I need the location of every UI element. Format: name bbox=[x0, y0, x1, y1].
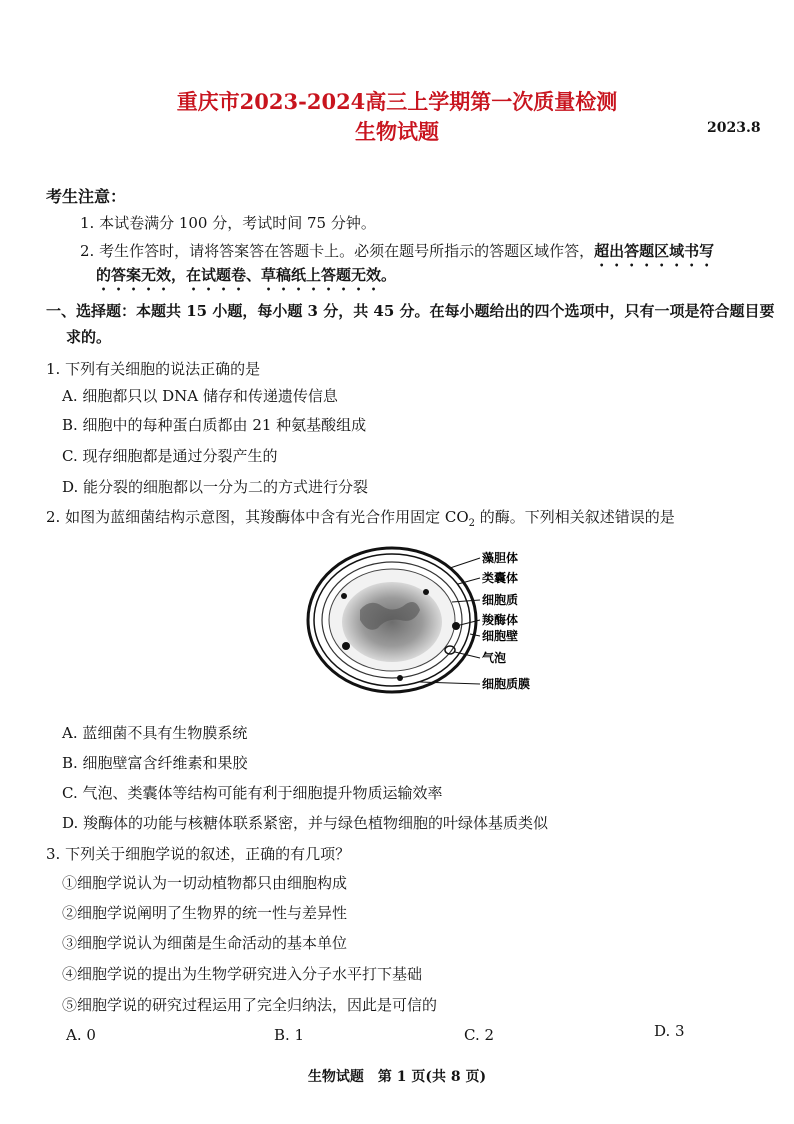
label-thylakoid: 类囊体 bbox=[482, 571, 519, 585]
exam-subject: 生物试题 bbox=[355, 119, 439, 144]
q1-option-b: B. 细胞中的每种蛋白质都由 21 种氨基酸组成 bbox=[62, 416, 367, 434]
q1-option-d: D. 能分裂的细胞都以一分为二的方式进行分裂 bbox=[62, 478, 369, 496]
notice-item-2-cont: 的答案无效，在试题卷、草稿纸上答题无效。 bbox=[96, 266, 397, 284]
q3-statement-3: ③细胞学说认为细菌是生命活动的基本单位 bbox=[62, 934, 348, 952]
q2-stem-text: 2. 如图为蓝细菌结构示意图，其羧酶体中含有光合作用固定 CO bbox=[46, 508, 469, 526]
q3-stem: 3. 下列关于细胞学说的叙述，正确的有几项？ bbox=[46, 845, 351, 863]
section-heading-cont: 求的。 bbox=[66, 328, 112, 346]
label-plasma-membrane: 细胞质膜 bbox=[482, 677, 531, 691]
q2-stem bbox=[46, 506, 675, 529]
q1-option-c: C. 现存细胞都是通过分裂产生的 bbox=[62, 447, 278, 465]
label-carboxysome: 羧酶体 bbox=[482, 613, 519, 627]
q3-option-b: B. 1 bbox=[274, 1026, 305, 1044]
q2-option-c: C. 气泡、类囊体等结构可能有利于细胞提升物质运输效率 bbox=[62, 784, 443, 802]
label-cytoplasm: 细胞质 bbox=[482, 593, 519, 607]
exam-title: 重庆市2023-2024高三上学期第一次质量检测 bbox=[176, 89, 618, 114]
q3-statement-5: ⑤细胞学说的研究过程运用了完全归纳法，因此是可信的 bbox=[62, 996, 438, 1014]
label-gas-vesicle: 气泡 bbox=[482, 651, 507, 665]
page-footer: 生物试题 第 1 页(共 8 页) bbox=[307, 1069, 487, 1085]
q1-stem: 1. 下列有关细胞的说法正确的是 bbox=[46, 360, 261, 378]
notice-item-1: 1. 本试卷满分 100 分，考试时间 75 分钟。 bbox=[80, 214, 376, 232]
q2-stem-subscript: 2 bbox=[468, 518, 475, 529]
q2-stem-text-end: 的酶。下列相关叙述错误的是 bbox=[475, 508, 675, 526]
section-heading: 一、选择题：本题共 15 小题，每小题 3 分，共 45 分。在每小题给出的四个选项中，只有一项是符合题目要 bbox=[46, 302, 775, 320]
label-cell-wall: 细胞壁 bbox=[482, 629, 519, 643]
q1-option-a: A. 细胞都只以 DNA 储存和传递遗传信息 bbox=[62, 387, 338, 405]
q3-statement-4: ④细胞学说的提出为生物学研究进入分子水平打下基础 bbox=[62, 965, 423, 983]
cell-body bbox=[308, 548, 476, 692]
q3-option-a: A. 0 bbox=[66, 1026, 96, 1044]
notice-item-2-text: 2. 考生作答时，请将答案答在答题卡上。必须在题号所指示的答题区域作答， bbox=[80, 242, 595, 260]
q3-statement-2: ②细胞学说阐明了生物界的统一性与差异性 bbox=[62, 904, 348, 922]
q2-option-a: A. 蓝细菌不具有生物膜系统 bbox=[62, 724, 248, 742]
notice-heading: 考生注意： bbox=[46, 187, 127, 206]
cyanobacteria-diagram bbox=[300, 540, 560, 710]
q3-option-c: C. 2 bbox=[464, 1026, 495, 1044]
notice-item-2-emphasis: 超出答题区域书写 bbox=[594, 242, 715, 260]
q2-option-b: B. 细胞壁富含纤维素和果胶 bbox=[62, 754, 248, 772]
exam-date: 2023.8 bbox=[707, 120, 761, 136]
q3-statement-1: ①细胞学说认为一切动植物都只由细胞构成 bbox=[62, 874, 348, 892]
label-phycobilisome: 藻胆体 bbox=[482, 551, 519, 565]
q2-option-d: D. 羧酶体的功能与核糖体联系紧密，并与绿色植物细胞的叶绿体基质类似 bbox=[62, 814, 549, 832]
q3-option-d: D. 3 bbox=[654, 1022, 685, 1040]
